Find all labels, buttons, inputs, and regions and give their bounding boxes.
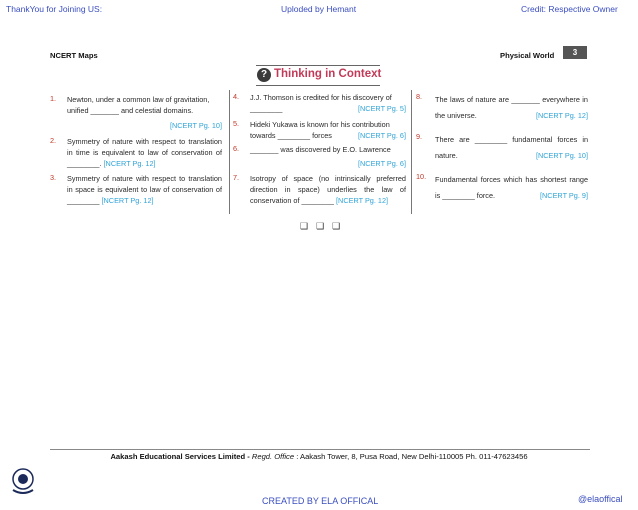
question-text: The laws of nature are _______ everywhere in the universe. xyxy=(435,95,588,120)
title-top-rule xyxy=(256,65,380,66)
page-number-badge: 3 xyxy=(563,46,587,59)
header-left-title: NCERT Maps xyxy=(50,51,98,60)
question-number: 5. xyxy=(233,119,240,128)
top-banner-center: Uploded by Hemant xyxy=(281,4,357,14)
question-text: _______ was discovered by E.O. Lawrence xyxy=(250,145,391,154)
footer-office-label: Regd. Office xyxy=(251,452,295,461)
question-number: 9. xyxy=(416,132,423,141)
ncert-reference: [NCERT Pg. 6] xyxy=(358,131,406,141)
question-number: 1. xyxy=(50,94,57,103)
created-by-text: CREATED BY ELA OFFICAL xyxy=(262,496,379,506)
question-4 xyxy=(233,92,406,114)
header-right-title: Physical World xyxy=(500,51,555,60)
question-text: Hideki Yukawa is known for his contribution towards ________ forces xyxy=(250,120,390,141)
question-number: 6. xyxy=(233,144,240,153)
study-logo-icon xyxy=(8,466,38,496)
footer-address xyxy=(0,452,638,461)
ncert-reference: [NCERT Pg. 12] xyxy=(103,159,156,169)
ncert-reference: [NCERT Pg. 10] xyxy=(535,151,588,160)
footer-rule xyxy=(50,449,590,450)
ncert-reference: [NCERT Pg. 6] xyxy=(358,159,406,169)
question-number: 8. xyxy=(416,92,423,101)
question-3 xyxy=(50,173,222,207)
question-text: Fundamental forces which has shortest range is ________ force. xyxy=(435,175,588,200)
question-mark-icon: ? xyxy=(257,68,271,82)
top-banner-left: ThankYou for Joining US: xyxy=(6,4,103,14)
ncert-reference: [NCERT Pg. 9] xyxy=(540,191,588,200)
column-divider-1 xyxy=(229,90,230,214)
footer-office-text: : Aakash Tower, 8, Pusa Road, New Delhi-110005 Ph. 011-47623456 xyxy=(296,452,528,461)
ncert-reference: [NCERT Pg. 5] xyxy=(358,104,406,114)
top-banner-right: Credit: Respective Owner xyxy=(521,4,618,14)
question-8 xyxy=(416,92,588,124)
question-number: 10. xyxy=(416,172,427,181)
question-6 xyxy=(233,144,406,169)
question-text: Newton, under a common law of gravitation, unified _______ and celestial domains. xyxy=(67,95,210,116)
top-banner xyxy=(0,4,638,18)
question-text: Symmetry of nature with respect to translation in time is equivalent to law of conservation of ________. xyxy=(67,137,222,169)
social-handle: @elaoffical xyxy=(578,494,623,504)
question-text: There are ________ fundamental forces in nature. xyxy=(435,135,588,160)
checkbox-bullets-icon: ❑❑❑ xyxy=(300,221,349,231)
section-title: Thinking in Context xyxy=(274,68,382,80)
column-divider-2 xyxy=(411,90,412,214)
ncert-reference: [NCERT Pg. 12] xyxy=(101,196,154,206)
question-text: Isotropy of space (no intrinsically preferred direction in space) underlies the law of conservation of ________ xyxy=(250,174,406,206)
question-text: J.J. Thomson is credited for his discovery of ________ xyxy=(250,93,392,114)
question-number: 7. xyxy=(233,173,240,182)
title-bottom-rule xyxy=(256,85,380,86)
ncert-reference: [NCERT Pg. 12] xyxy=(336,196,389,206)
section-title-block xyxy=(256,65,380,89)
question-5 xyxy=(233,119,406,141)
question-number: 4. xyxy=(233,92,240,101)
question-7 xyxy=(233,173,406,207)
ncert-reference: [NCERT Pg. 10] xyxy=(169,121,222,131)
question-2 xyxy=(50,136,222,170)
footer-company: Aakash Educational Services Limited - xyxy=(110,452,250,461)
question-9 xyxy=(416,132,588,164)
question-text: Symmetry of nature with respect to translation in space is equivalent to law of conservation of ________ xyxy=(67,174,222,206)
question-10 xyxy=(416,172,588,204)
question-number: 3. xyxy=(50,173,57,182)
ncert-reference: [NCERT Pg. 12] xyxy=(535,111,588,120)
question-1 xyxy=(50,94,222,132)
question-number: 2. xyxy=(50,136,57,145)
